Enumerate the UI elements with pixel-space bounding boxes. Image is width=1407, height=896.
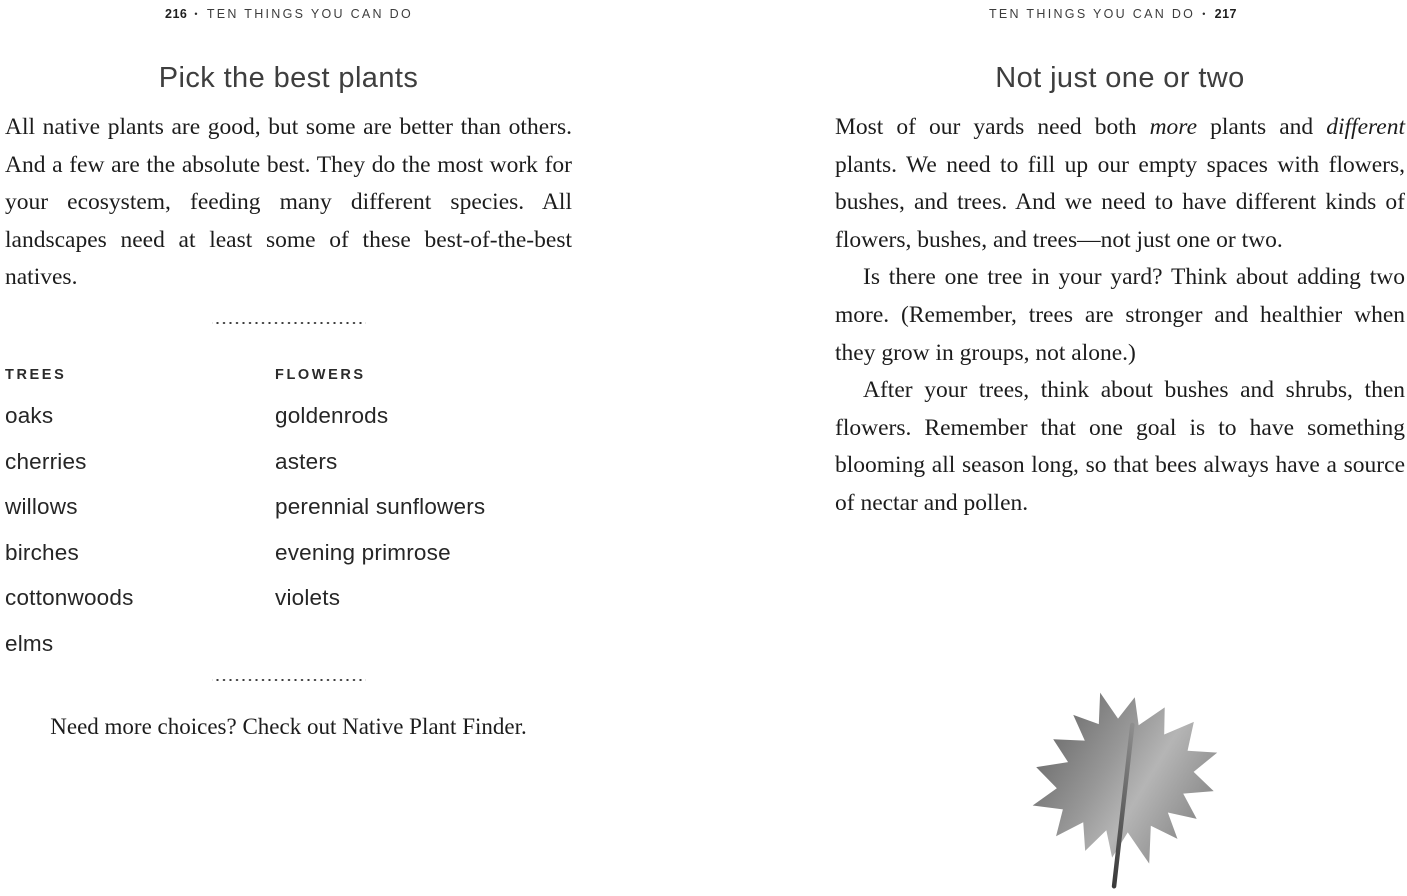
- left-page-title: Pick the best plants: [158, 62, 419, 94]
- right-body-text: [835, 109, 1405, 523]
- paragraph: After your trees, think about bushes and shrubs, then flowers. Remember that one goal is to have something blooming all season long, so that bees always have a source of nectar and pollen.: [835, 377, 1405, 516]
- dotted-divider: [212, 678, 366, 682]
- trees-heading: TREES: [5, 367, 67, 383]
- list-item: cherries: [5, 448, 87, 474]
- header-separator-dot: •: [194, 8, 200, 19]
- list-item: violets: [275, 585, 341, 611]
- list-item: birches: [5, 539, 79, 565]
- list-item: goldenrods: [275, 403, 389, 428]
- trees-column: [5, 367, 134, 667]
- maple-leaf-illustration: [1008, 681, 1243, 891]
- left-page: [5, 0, 572, 894]
- footer-note: Need more choices? Check out Native Plant Finder.: [50, 714, 527, 739]
- list-item: perennial sunflowers: [275, 494, 486, 520]
- dotted-divider: [212, 321, 366, 325]
- header-separator-dot: •: [1202, 8, 1208, 19]
- paragraph: Most of our yards need both more plants and different plants. We need to fill up our empty spaces with flowers, bushes, and trees. And we need to have different kinds of flowers, bushes, and trees—not just one or two.: [835, 114, 1405, 253]
- flowers-column: [275, 367, 485, 621]
- maple-leaf-icon: [1008, 681, 1243, 891]
- list-item: oaks: [5, 403, 54, 428]
- left-intro-paragraph: All native plants are good, but some are better than others. And a few are the absolute best. They do the most work for your ecosystem, feeding many different species. All landscapes need at least some of these best-of-the-best natives.: [5, 114, 572, 291]
- list-item: cottonwoods: [5, 585, 134, 611]
- paragraph: Is there one tree in your yard? Think about adding two more. (Remember, trees are stronger and healthier when they grow in groups, not alone.): [835, 264, 1405, 366]
- running-title-right: TEN THINGS YOU CAN DO: [988, 7, 1196, 21]
- list-item: evening primrose: [275, 539, 451, 565]
- running-title-left: TEN THINGS YOU CAN DO: [206, 7, 414, 21]
- page-number-right: 217: [1214, 7, 1237, 21]
- list-item: elms: [5, 630, 54, 656]
- list-item: willows: [5, 494, 78, 520]
- right-page-title: Not just one or two: [995, 62, 1245, 94]
- list-item: asters: [275, 448, 338, 474]
- page-number-left: 216: [165, 7, 188, 21]
- flowers-heading: FLOWERS: [275, 367, 366, 383]
